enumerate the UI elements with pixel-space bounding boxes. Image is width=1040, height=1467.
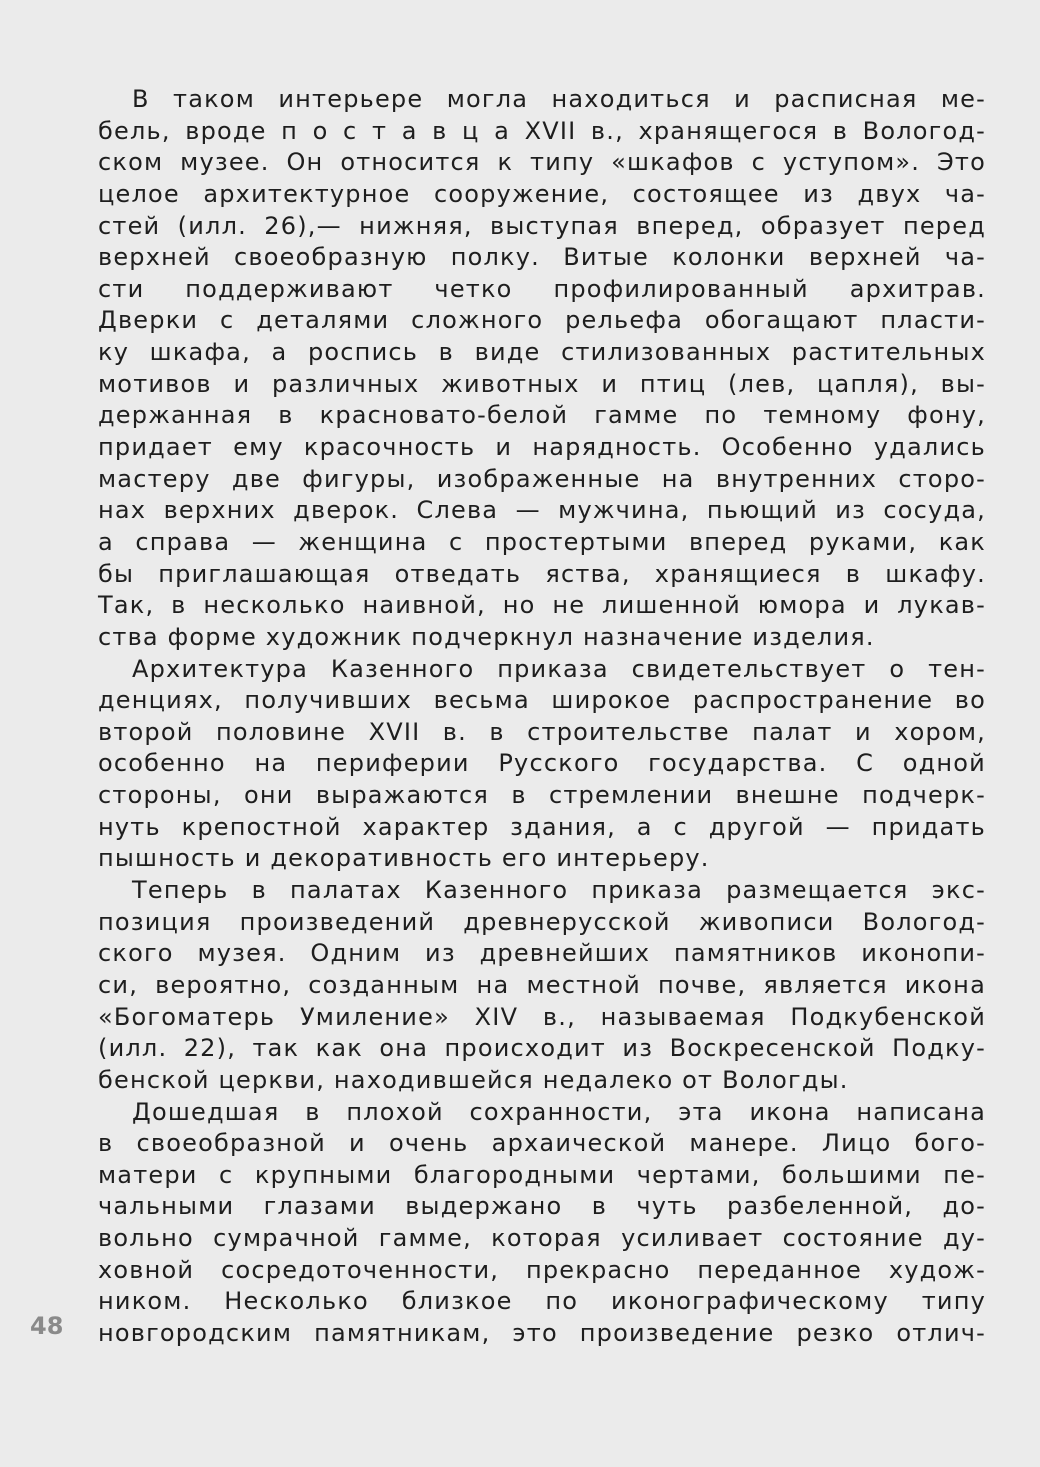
text-line: бель, вроде п о с т а в ц а XVII в., хранящегося в Вологод- bbox=[98, 116, 986, 145]
text-line: ховной сосредоточенности, прекрасно переданное худож- bbox=[98, 1255, 986, 1284]
text-line: Теперь в палатах Казенного приказа размещается экс- bbox=[132, 876, 986, 905]
text-line: нах верхних дверок. Слева — мужчина, пьющий из сосуда, bbox=[98, 496, 986, 525]
text-line: держанная в красновато-белой гамме по темному фону, bbox=[98, 401, 986, 430]
page-number: 48 bbox=[30, 1312, 64, 1340]
text-line: В таком интерьере могла находиться и расписная ме- bbox=[132, 85, 986, 113]
text-line: (илл. 22), так как она происходит из Воскресенской Подку- bbox=[98, 1034, 986, 1063]
text-line: си, вероятно, созданным на местной почве, является икона bbox=[98, 970, 986, 999]
text-line: Так, в несколько наивной, но не лишенной юмора и лукав- bbox=[98, 591, 986, 620]
text-line: верхней своеобразную полку. Витые колонки верхней ча- bbox=[98, 243, 986, 272]
text-line: придает ему красочность и нарядность. Особенно удались bbox=[98, 433, 986, 462]
text-line: новгородским памятникам, это произведение резко отлич- bbox=[98, 1318, 986, 1347]
text-line: ского музея. Одним из древнейших памятников иконопи- bbox=[98, 939, 986, 968]
text-line: в своеобразной и очень архаической манере. Лицо бого- bbox=[98, 1129, 986, 1158]
text-line: вольно сумрачной гамме, которая усиливает состояние ду- bbox=[98, 1224, 986, 1253]
text-line: стей (илл. 26),— нижняя, выступая вперед, образует перед bbox=[98, 211, 986, 240]
text-line: ском музее. Он относится к типу «шкафов с уступом». Это bbox=[98, 148, 986, 177]
text-line: сти поддерживают четко профилированный архитрав. bbox=[98, 274, 986, 303]
body-text bbox=[98, 84, 986, 1350]
text-line: Дверки с деталями сложного рельефа обогащают пласти- bbox=[98, 306, 986, 335]
text-line: мастеру две фигуры, изображенные на внутренних сторо- bbox=[98, 464, 986, 493]
text-line: целое архитектурное сооружение, состоящее из двух ча- bbox=[98, 179, 986, 208]
text-line: а справа — женщина с простертыми вперед руками, как bbox=[98, 527, 986, 556]
text-line: Архитектура Казенного приказа свидетельствует о тен- bbox=[132, 654, 986, 683]
text-line: мотивов и различных животных и птиц (лев, цапля), вы- bbox=[98, 369, 986, 398]
text-line: матери с крупными благородными чертами, большими пе- bbox=[98, 1160, 986, 1189]
text-line: ства форме художник подчеркнул назначение изделия. bbox=[98, 622, 875, 651]
text-line: ником. Несколько близкое по иконографическому типу bbox=[98, 1287, 986, 1316]
text-line: стороны, они выражаются в стремлении внешне подчерк- bbox=[98, 781, 986, 810]
text-line: денциях, получивших весьма широкое распространение во bbox=[98, 686, 986, 715]
text-line: чальными глазами выдержано в чуть разбеленной, до- bbox=[98, 1192, 986, 1221]
text-line: ку шкафа, а роспись в виде стилизованных растительных bbox=[98, 338, 986, 367]
text-line: бы приглашающая отведать яства, хранящиеся в шкафу. bbox=[98, 559, 986, 588]
text-line: «Богоматерь Умиление» XIV в., называемая Подкубенской bbox=[98, 1002, 986, 1031]
text-line: Дошедшая в плохой сохранности, эта икона написана bbox=[132, 1097, 986, 1126]
text-line: особенно на периферии Русского государства. С одной bbox=[98, 749, 986, 778]
text-line: нуть крепостной характер здания, а с другой — придать bbox=[98, 812, 986, 841]
text-line: бенской церкви, находившейся недалеко от Вологды. bbox=[98, 1065, 849, 1094]
text-line: позиция произведений древнерусской живописи Вологод- bbox=[98, 907, 986, 936]
text-line: второй половине XVII в. в строительстве палат и хором, bbox=[98, 717, 986, 746]
text-line: пышность и декоративность его интерьеру. bbox=[98, 844, 710, 873]
